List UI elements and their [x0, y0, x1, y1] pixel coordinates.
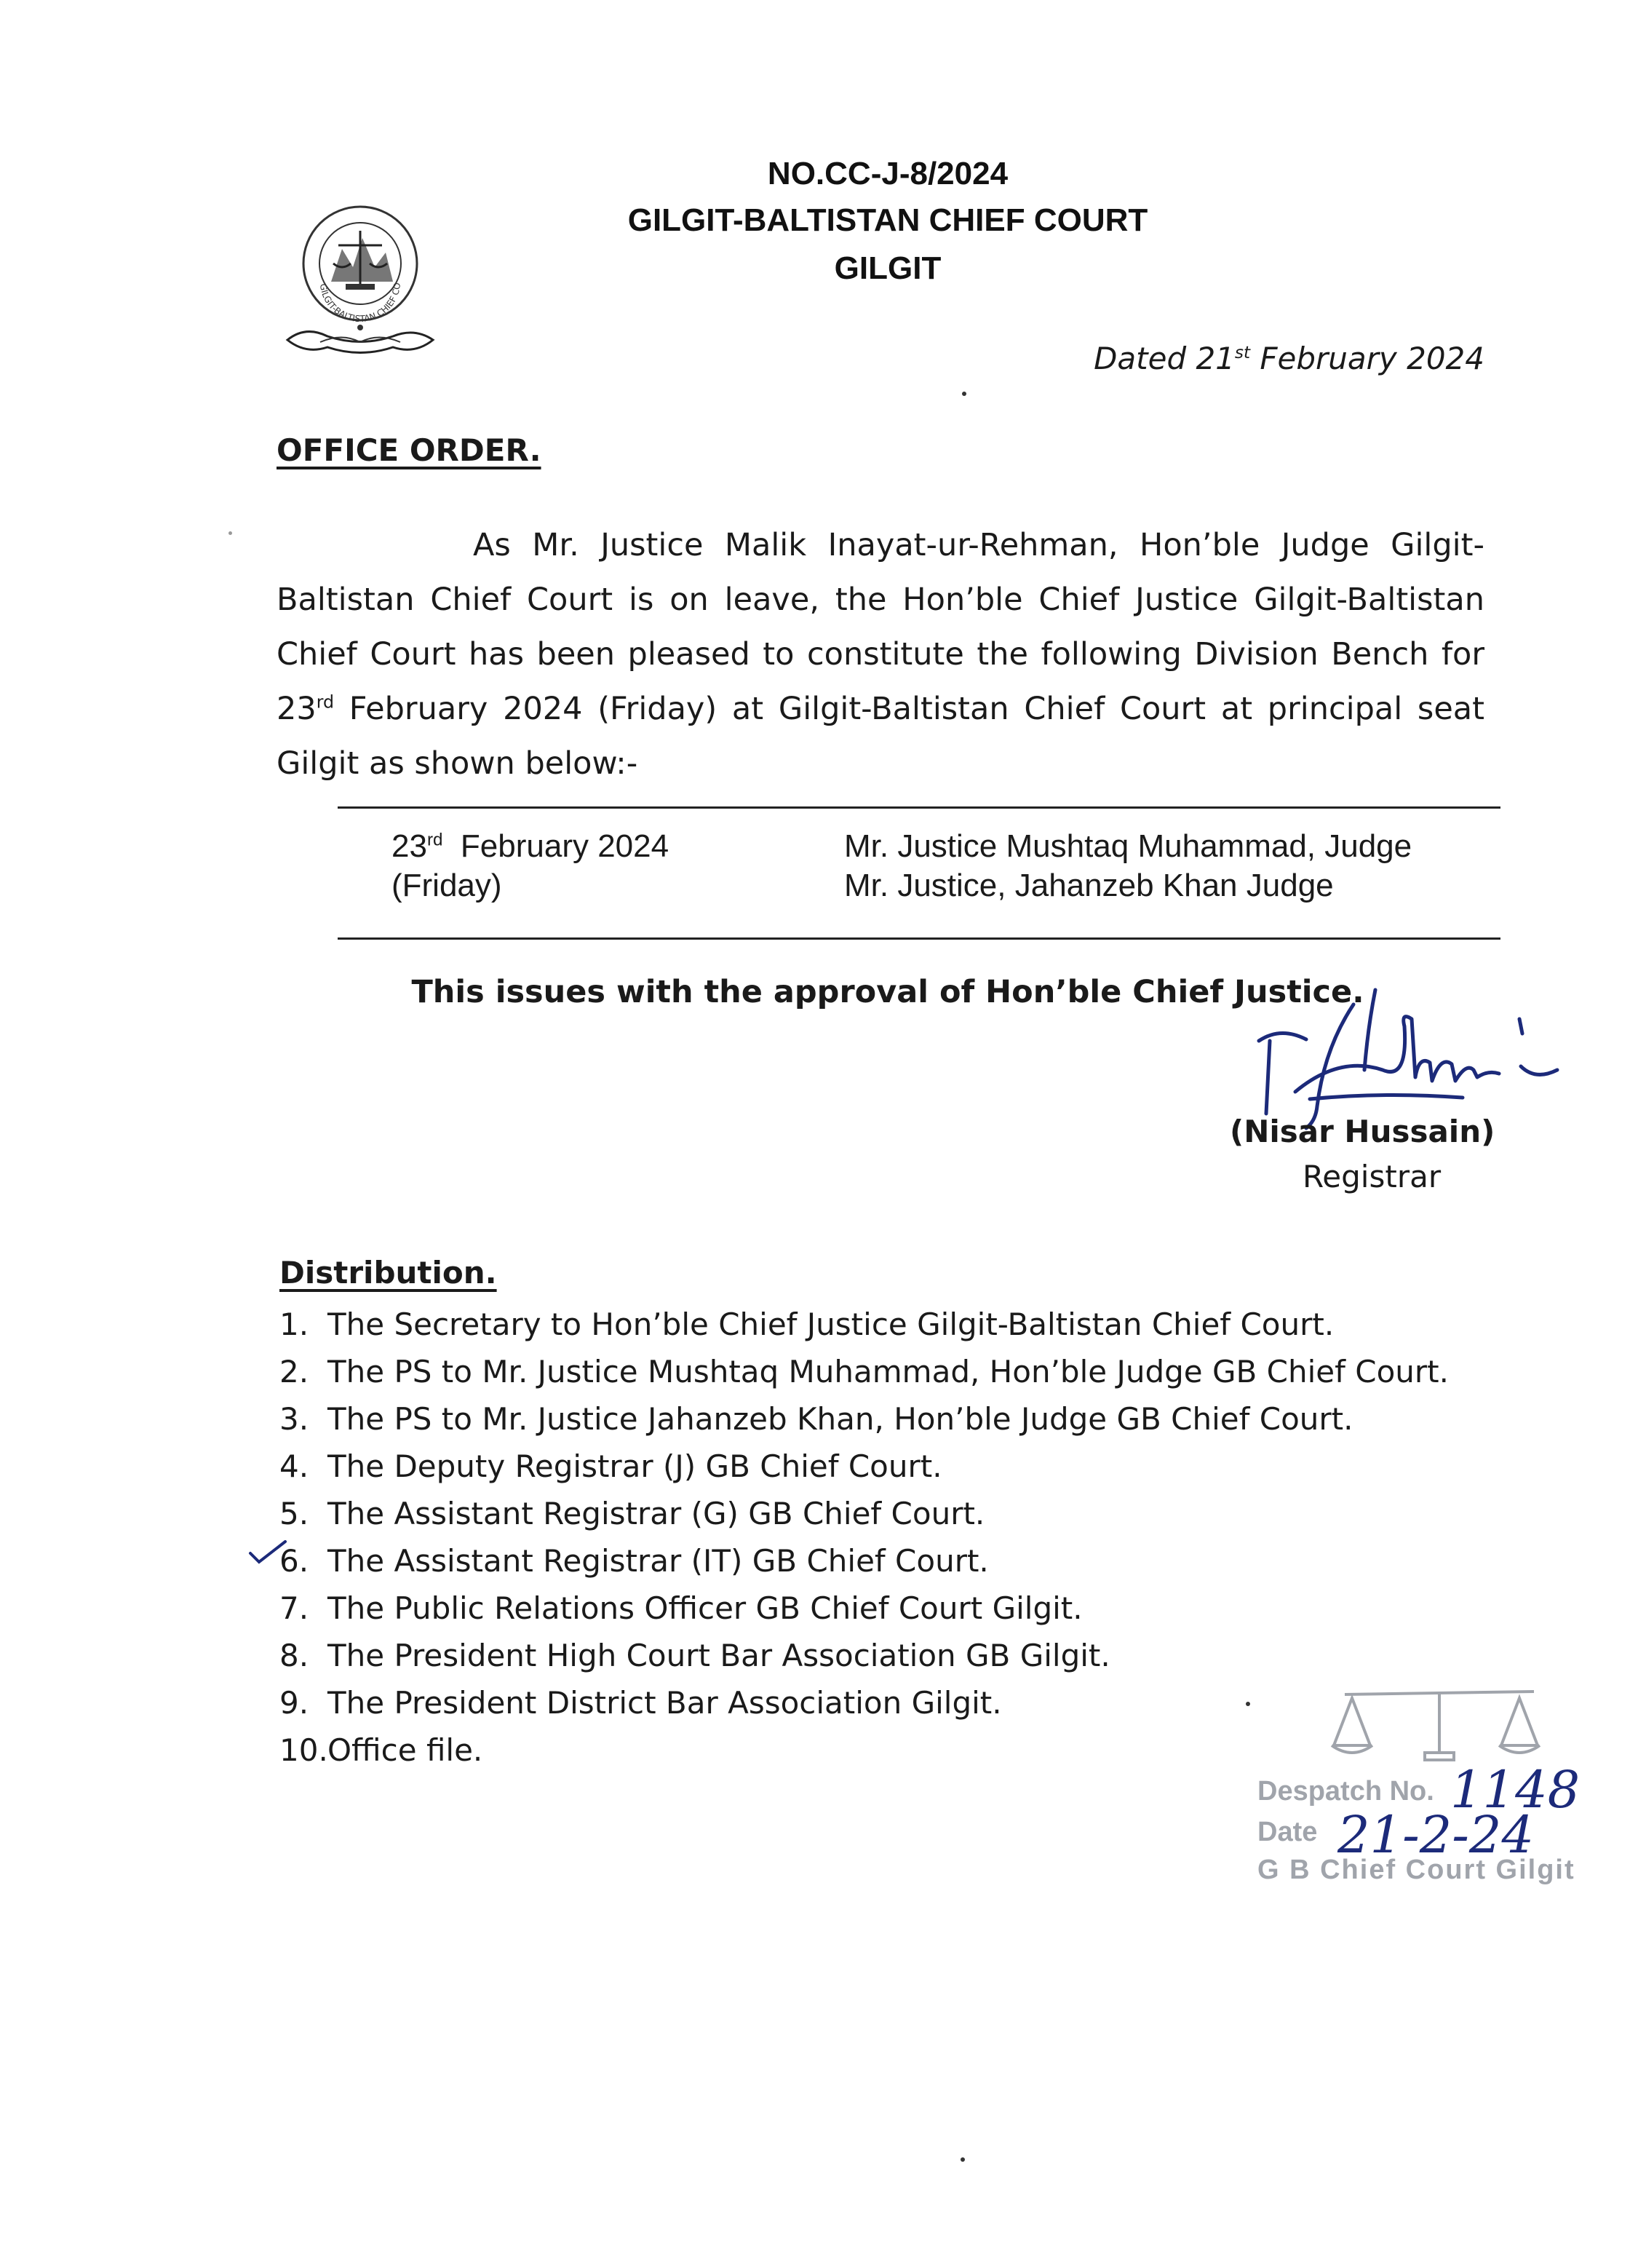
ink-dot: [962, 392, 966, 396]
office-order-title: OFFICE ORDER.: [277, 432, 541, 468]
despatch-date-label: Date: [1257, 1817, 1318, 1847]
despatch-no-label: Despatch No.: [1257, 1776, 1434, 1807]
list-item: 8. The President High Court Bar Association GB Gilgit.: [279, 1638, 1110, 1673]
despatch-number: 1148: [1450, 1760, 1581, 1820]
approval-line: This issues with the approval of Hon’ble Chief Justice.: [411, 974, 1364, 1010]
court-name: GILGIT-BALTISTAN CHIEF COURT: [627, 202, 1148, 238]
table-bottom-rule: [338, 937, 1500, 940]
bench-date: 23rd February 2024: [391, 828, 669, 864]
order-date: Dated 21st February 2024: [1094, 341, 1484, 376]
list-item: 9. The President District Bar Association Gilgit.: [279, 1685, 1002, 1721]
ink-dot: [1246, 1702, 1250, 1706]
signatory-name: (Nisar Hussain): [1230, 1114, 1495, 1149]
list-item: 10.Office file.: [279, 1732, 483, 1768]
court-seal-logo: [277, 198, 444, 373]
list-item: 3. The PS to Mr. Justice Jahanzeb Khan, Hon’ble Judge GB Chief Court.: [279, 1401, 1353, 1437]
list-item: 6. The Assistant Registrar (IT) GB Chief Court.: [279, 1543, 989, 1579]
signatory-designation: Registrar: [1303, 1159, 1442, 1194]
scales-of-justice-icon: [1323, 1687, 1556, 1767]
distribution-title: Distribution.: [279, 1255, 497, 1290]
ink-dot: [961, 2157, 965, 2162]
order-body-paragraph: As Mr. Justice Malik Inayat-ur-Rehman, Hon’ble Judge Gilgit-Baltistan Chief Court is on leave, the Hon’ble Chief Justice Gilgit-Baltistan Chief Court has been pleased to constitute the following Division Bench for 23rd February 2024 (Friday) at Gilgit-Baltistan Chief Court at principal seat Gilgit as shown below:-: [277, 527, 1484, 782]
list-item: 7. The Public Relations Officer GB Chief Court Gilgit.: [279, 1590, 1083, 1626]
bench-judge-1: Mr. Justice Mushtaq Muhammad, Judge: [844, 828, 1412, 864]
table-top-rule: [338, 806, 1500, 809]
bench-judge-2: Mr. Justice, Jahanzeb Khan Judge: [844, 868, 1334, 903]
court-city: GILGIT: [834, 250, 942, 286]
bench-day: (Friday): [391, 868, 502, 903]
reference-number: NO.CC-J-8/2024: [767, 156, 1009, 191]
list-item: 1. The Secretary to Hon’ble Chief Justice Gilgit-Baltistan Chief Court.: [279, 1307, 1335, 1342]
list-item: 4. The Deputy Registrar (J) GB Chief Court.: [279, 1448, 942, 1484]
list-item: 5. The Assistant Registrar (G) GB Chief Court.: [279, 1496, 985, 1531]
despatch-date: 21-2-24: [1337, 1805, 1534, 1865]
despatch-footer: G B Chief Court Gilgit: [1257, 1855, 1575, 1885]
despatch-stamp: [1257, 1687, 1621, 1906]
list-item: 2. The PS to Mr. Justice Mushtaq Muhammad, Hon’ble Judge GB Chief Court.: [279, 1354, 1449, 1389]
ink-dot: [228, 531, 232, 535]
svg-text:GILGIT-BALTISTAN CHIEF COURT: GILGIT-BALTISTAN CHIEF CO: [317, 282, 403, 325]
